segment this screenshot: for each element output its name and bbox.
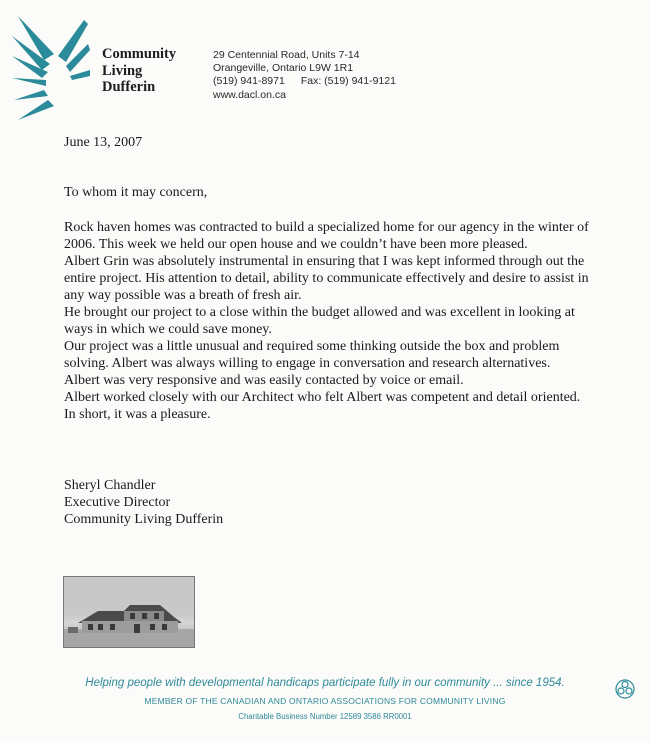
footer-charity-number: Charitable Business Number 12589 3586 RR0001 bbox=[238, 712, 412, 721]
letter-salutation: To whom it may concern, bbox=[64, 185, 208, 200]
organization-name bbox=[102, 46, 176, 96]
community-living-logo-icon bbox=[10, 14, 90, 130]
website-link[interactable]: www.dacl.on.ca bbox=[213, 88, 286, 101]
org-name-line-3: Dufferin bbox=[102, 79, 156, 95]
body-paragraph: In short, it was a pleasure. bbox=[64, 407, 211, 422]
signer-title: Executive Director bbox=[64, 495, 171, 510]
org-name-line-1: Community bbox=[102, 46, 177, 62]
body-paragraph: Albert was very responsive and was easily contacted by voice or email. bbox=[64, 373, 464, 388]
signature-block bbox=[64, 477, 223, 528]
phone-number: (519) 941-8971 bbox=[213, 75, 285, 88]
footer-membership: MEMBER OF THE CANADIAN AND ONTARIO ASSOCIATIONS FOR COMMUNITY LIVING bbox=[144, 696, 506, 706]
body-paragraph: Our project was a little unusual and required some thinking outside the box and problem solving. Albert was always willing to engage in conversation and research alternatives. bbox=[64, 339, 560, 371]
body-paragraph: Albert Grin was absolutely instrumental in ensuring that I was kept informed through out the entire project. His attention to detail, ability to communicate effectively and desire to assist in any way possible was a breath of fresh air. bbox=[64, 254, 589, 303]
letter-body bbox=[64, 219, 604, 423]
fax-number: Fax: (519) 941-9121 bbox=[300, 75, 396, 88]
house-photo-icon bbox=[63, 576, 195, 648]
contact-line bbox=[213, 75, 396, 88]
letter-date: June 13, 2007 bbox=[64, 135, 143, 150]
letterhead-address bbox=[213, 49, 396, 102]
footer-tagline: Helping people with developmental handicaps participate fully in our community ... since 1954. bbox=[85, 677, 565, 689]
house-drawing-icon bbox=[64, 577, 194, 647]
address-line-1: 29 Centennial Road, Units 7-14 bbox=[213, 49, 360, 61]
address-line-2: Orangeville, Ontario L9W 1R1 bbox=[213, 62, 354, 75]
org-name-line-2: Living bbox=[102, 62, 143, 79]
body-paragraph: He brought our project to a close within the budget allowed and was excellent in looking at ways in which we could save money. bbox=[64, 305, 575, 337]
body-paragraph: Rock haven homes was contracted to build a specialized home for our agency in the winter of 2006. This week we held our open house and we couldn’t have been more pleased. bbox=[64, 220, 589, 252]
body-paragraph: Albert worked closely with our Architect who felt Albert was competent and detail oriented. bbox=[64, 390, 581, 405]
signer-name: Sheryl Chandler bbox=[64, 478, 156, 493]
recycle-icon bbox=[614, 678, 636, 700]
signer-organization: Community Living Dufferin bbox=[64, 512, 224, 527]
